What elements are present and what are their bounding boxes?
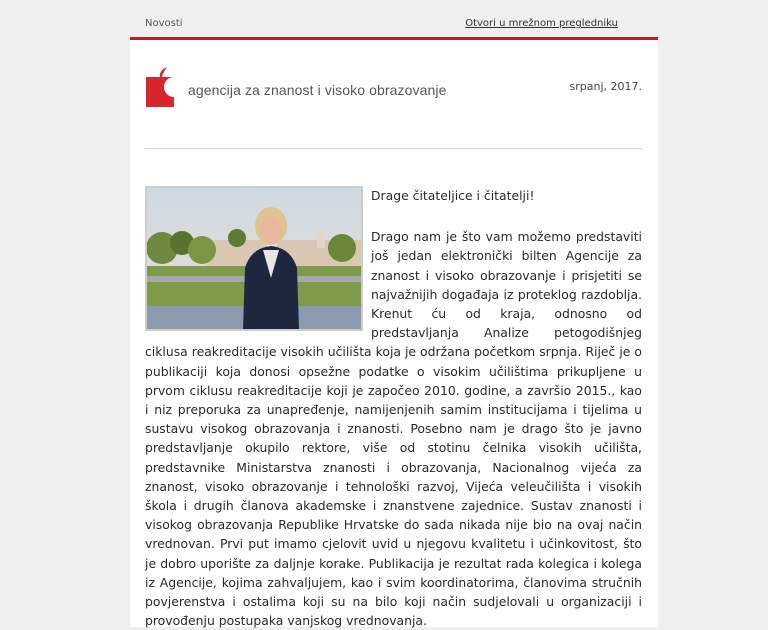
divider bbox=[145, 148, 642, 149]
article bbox=[145, 186, 642, 630]
issue-date: srpanj, 2017. bbox=[569, 80, 642, 93]
open-in-browser-link[interactable]: Otvori u mrežnom pregledniku bbox=[465, 18, 618, 29]
portrait-photo bbox=[145, 186, 363, 331]
apple-logo-icon bbox=[144, 67, 180, 111]
org-name: agencija za znanost i visoko obrazovanje bbox=[188, 82, 447, 98]
greeting: Drage čitateljice i čitatelji! bbox=[371, 188, 535, 203]
news-label: Novosti bbox=[145, 18, 183, 29]
newsletter-body bbox=[130, 37, 658, 627]
top-bar bbox=[130, 0, 658, 37]
body-text: Drago nam je što vam možemo predstaviti još jedan elektronički bilten Agencije za znanost i visoko obrazovanje i prisjetiti se najvažnijih događaja iz proteklog razdoblja. Krenut ću od kraja, odnosno od predstavljanja Analize petogodišnjeg ciklusa reakreditacije visokih učilišta koja je održana početkom srpnja. Riječ je o publikaciji koja donosi opsežne podatke o visokim učilištima prikupljene u prvom ciklusu reakreditacije koji je započeo 2010. godine, a završio 2015., kao i niz preporuka za unapređenje, namijenjenih samim institucijama i tijelima u sustavu visokog obrazovanja i znanosti. Posebno nam je drago što je javno predstavljanje okupilo rektore, više od stotinu čelnika visokih učilišta, predstavnike Ministarstva znanosti i obrazovanja, Nacionalnog vijeća za znanost, visoko obrazovanje i tehnološki razvoj, Vijeća veleučilišta i visokih škola i drugih članova akademske i znanstvene zajednice. Sustav znanosti i visokog obrazovanja Republike Hrvatske do sada nikada nije bio na ovaj način vrednovan. Prvi put imamo cjelovit uvid u njegovu kvalitetu i učinkovitost, što je dobro uporište za daljnje korake. Publikacija je rezultat rada kolegica i kolega iz Agencije, kojima zahvaljujem, kao i svim koordinatorima, članovima stručnih povjerenstva i ostalima koji su na bilo koji način sudjelovali u organizaciji i provođenju postupaka vanjskog vrednovanja. bbox=[145, 229, 642, 629]
